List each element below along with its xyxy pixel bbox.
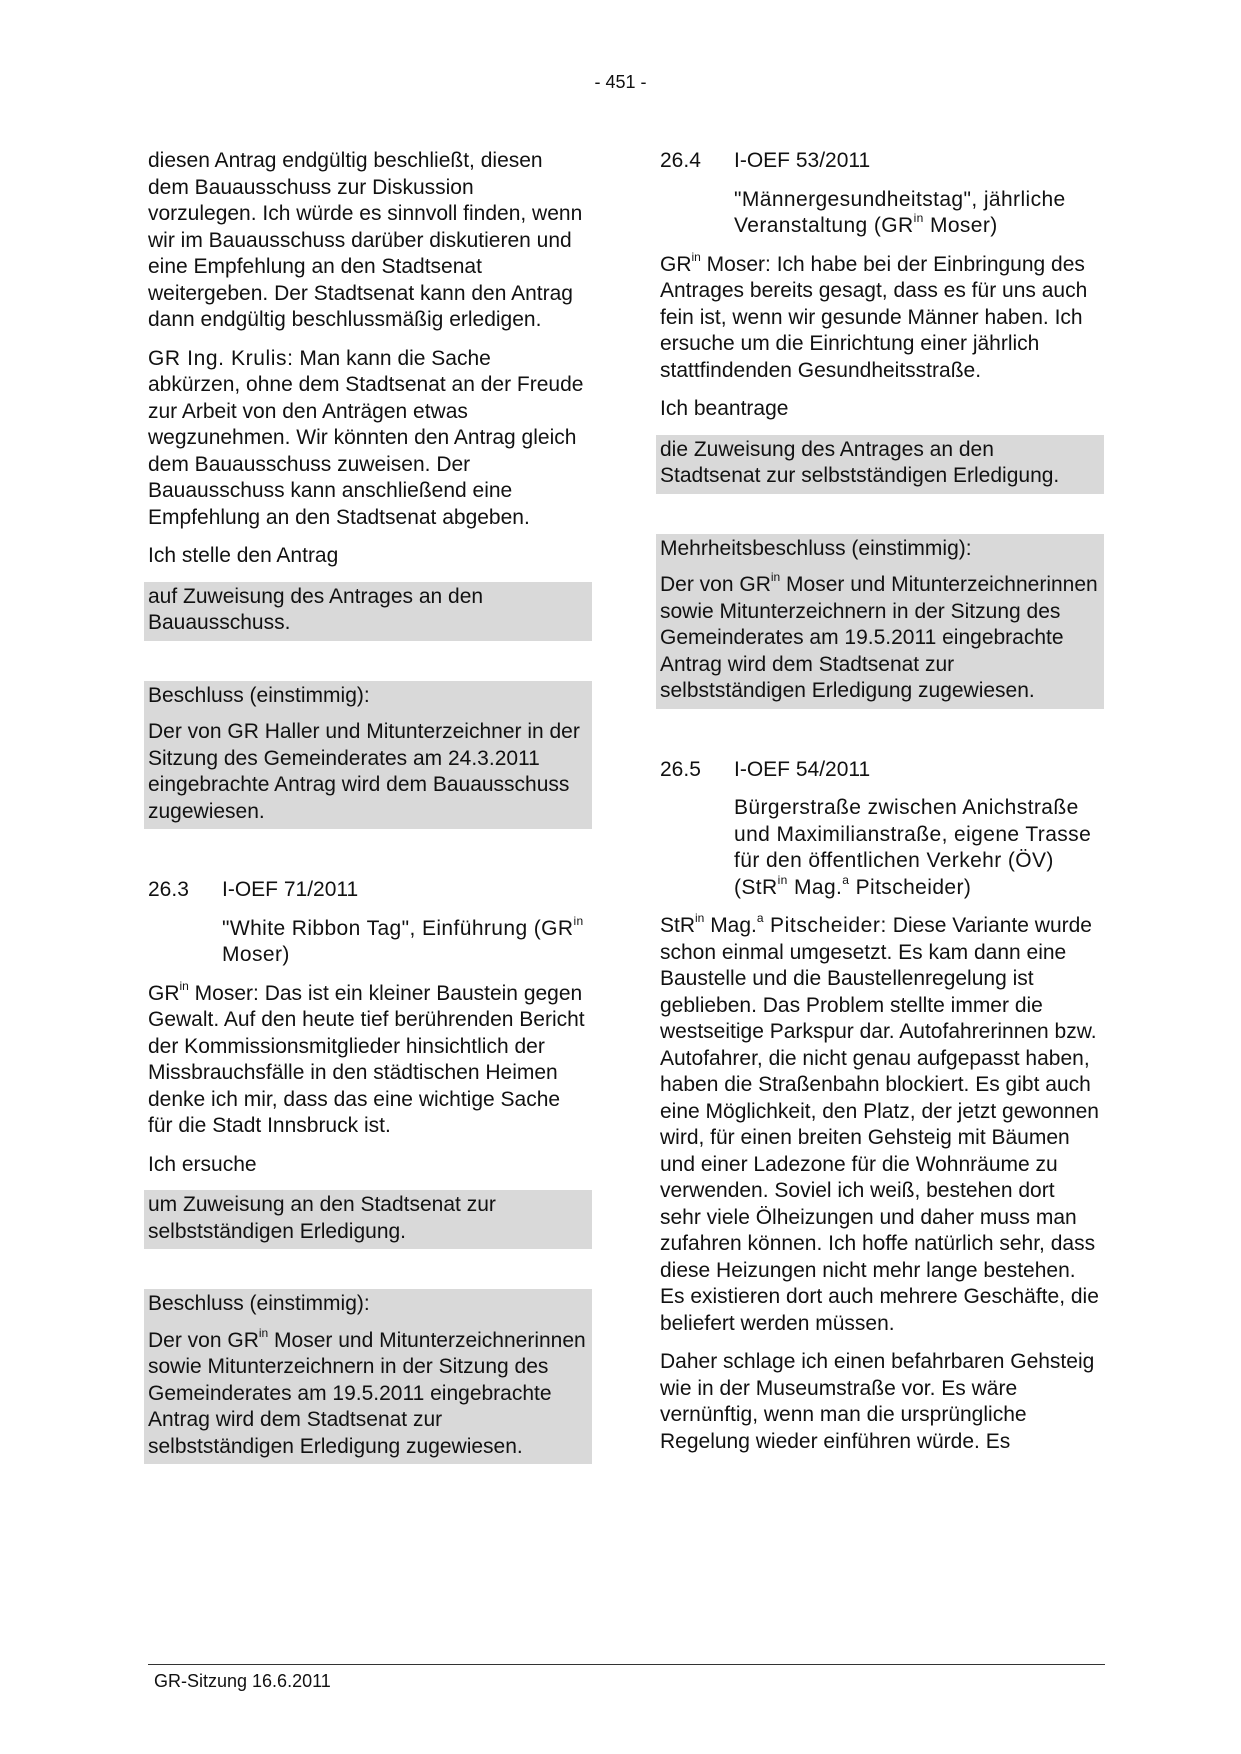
speaker-name: $GR^{in}$ Moser:: [660, 249, 771, 276]
right-column: [660, 148, 1100, 1467]
motion-box: [144, 582, 592, 641]
speaker-name: $GR^{in}$ Moser:: [148, 978, 259, 1005]
paragraph: [660, 913, 1100, 1337]
motion-box: [656, 435, 1104, 494]
resolution-heading: Beschluss (einstimmig):: [148, 1292, 370, 1315]
paragraph: diesen Antrag endgültig beschließt, diesen dem Bauausschuss zur Diskussion vorzulegen. Ich würde es sinnvoll finden, wenn wir im Bauausschuss darüber diskutieren und eine Empfehlung an den Stadtsenat weitergeben. Der Stadtsenat kann den Antrag dann endgültig beschlussmäßig erledigen.: [148, 149, 583, 331]
paragraph: Daher schlage ich einen befahrbaren Gehsteig wie in der Museumstraße vor. Es wäre vernünftig, wenn man die ursprüngliche Regelung wieder einführen würde. Es: [660, 1350, 1095, 1453]
page-number: - 451 -: [594, 72, 647, 92]
resolution-heading: Mehrheitsbeschluss (einstimmig):: [660, 536, 972, 560]
motion-text: um Zuweisung an den Stadtsenat zur selbstständigen Erledigung.: [148, 1193, 496, 1243]
speech-text: Man kann die Sache abkürzen, ohne dem Stadtsenat an der Freude zur Arbeit von den Anträgen etwas wegzunehmen. Wir könnten den Antrag gleich dem Bauausschuss zuweisen. Der Bauausschuss kann anschließend eine Empfehlung an den Stadtsenat abgeben.: [148, 346, 584, 529]
section-title: Bürgerstraße zwischen Anichstraße und Maximilianstraße, eigene Trasse für den öffentlichen Verkehr (ÖV) (StR$^{in}$ Mag.$^a$ Pitscheider): [734, 796, 1092, 899]
footer-rule: [148, 1664, 1105, 1665]
resolution-text: Der von $GR^{in}$ Moser und Mitunterzeichnerinnen sowie Mitunterzeichnern in der Sitzung des Gemeinderates am 19.5.2011 eingebrachte Antrag wird dem Stadtsenat zur selbstständigen Erledigung zugewiesen.: [148, 1325, 586, 1458]
speech-text: Diese Variante wurde schon einmal umgesetzt. Es kam dann eine Baustelle und die Baustellenregelung ist geblieben. Das Problem stellte immer die westseitige Parkspur dar. Autofahrerinnen bzw. Autofahrer, die nicht genau aufgepasst haben, haben die Straßenbahn blockiert. Es gibt auch eine Möglichkeit, den Platz, der jetzt gewonnen wird, für einen breiten Gehsteig mit Bäumen und einer Ladezone für die Wohnräume zu verwenden. Soviel ich weiß, bestehen dort sehr viele Ölheizungen und daher muss man zufahren können. Ich hoffe natürlich sehr, dass diese Heizungen nicht mehr lange bestehen. Es existieren dort auch mehrere Geschäfte, die beliefert werden müssen.: [660, 914, 1099, 1335]
speaker-name: StR$^{in}$ Mag.$^a$ Pitscheider:: [660, 911, 887, 937]
motion-text: die Zuweisung des Antrages an den Stadtsenat zur selbstständigen Erledigung.: [660, 437, 1060, 487]
resolution-heading: Beschluss (einstimmig):: [148, 683, 370, 707]
motion-text: auf Zuweisung des Antrages an den Bauausschuss.: [148, 584, 484, 634]
paragraph: [148, 978, 588, 1140]
section-title: "White Ribbon Tag", Einführung ($GR^{in}$ Moser): [222, 913, 584, 966]
motion-box: [144, 1190, 592, 1249]
resolution-text: Der von $GR^{in}$ Moser und Mitunterzeichnerinnen sowie Mitunterzeichnern in der Sitzung des Gemeinderates am 19.5.2011 eingebrachte Antrag wird dem Stadtsenat zur selbstständigen Erledigung zugewiesen.: [660, 570, 1098, 702]
section-code: I-OEF 71/2011: [222, 878, 359, 901]
resolution-box: [656, 534, 1104, 709]
paragraph: [148, 346, 588, 532]
left-column: [148, 148, 588, 1464]
paragraph: Ich ersuche: [148, 1152, 257, 1176]
resolution-text: Der von GR Haller und Mitunterzeichner in der Sitzung des Gemeinderates am 24.3.2011 eingebrachte Antrag wird dem Bauausschuss zugewiesen.: [148, 720, 580, 823]
resolution-box: [144, 1289, 592, 1464]
section-heading: [660, 757, 1100, 784]
section-number: 26.4: [660, 149, 701, 172]
speaker-name: GR Ing. Krulis:: [148, 346, 294, 370]
resolution-box: [144, 681, 592, 830]
speech-text: Das ist ein kleiner Baustein gegen Gewalt. Auf den heute tief berührenden Bericht der Kommissionsmitglieder hinsichtlich der Missbrauchsfälle in den städtischen Heimen denke ich mir, dass das eine wichtige Sache für die Stadt Innsbruck ist.: [148, 981, 585, 1137]
paragraph: [660, 249, 1100, 385]
section-heading: [148, 877, 588, 904]
section-code: I-OEF 54/2011: [734, 757, 871, 781]
speech-text: Ich habe bei der Einbringung des Antrages bereits gesagt, dass es für uns auch fein ist, wenn wir gesunde Männer haben. Ich ersuche um die Einrichtung einer jährlich stattfindenden Gesundheitsstraße.: [660, 252, 1088, 382]
section-number: 26.5: [660, 757, 701, 781]
section-code: I-OEF 53/2011: [734, 149, 871, 172]
paragraph: Ich beantrage: [660, 397, 789, 420]
section-title: "Männergesundheitstag", jährliche Veranstaltung ($GR^{in}$ Moser): [734, 187, 1066, 237]
section-heading: [660, 148, 1100, 175]
section-number: 26.3: [148, 878, 189, 901]
footer: GR-Sitzung 16.6.2011: [154, 1671, 331, 1691]
paragraph: Ich stelle den Antrag: [148, 544, 339, 567]
